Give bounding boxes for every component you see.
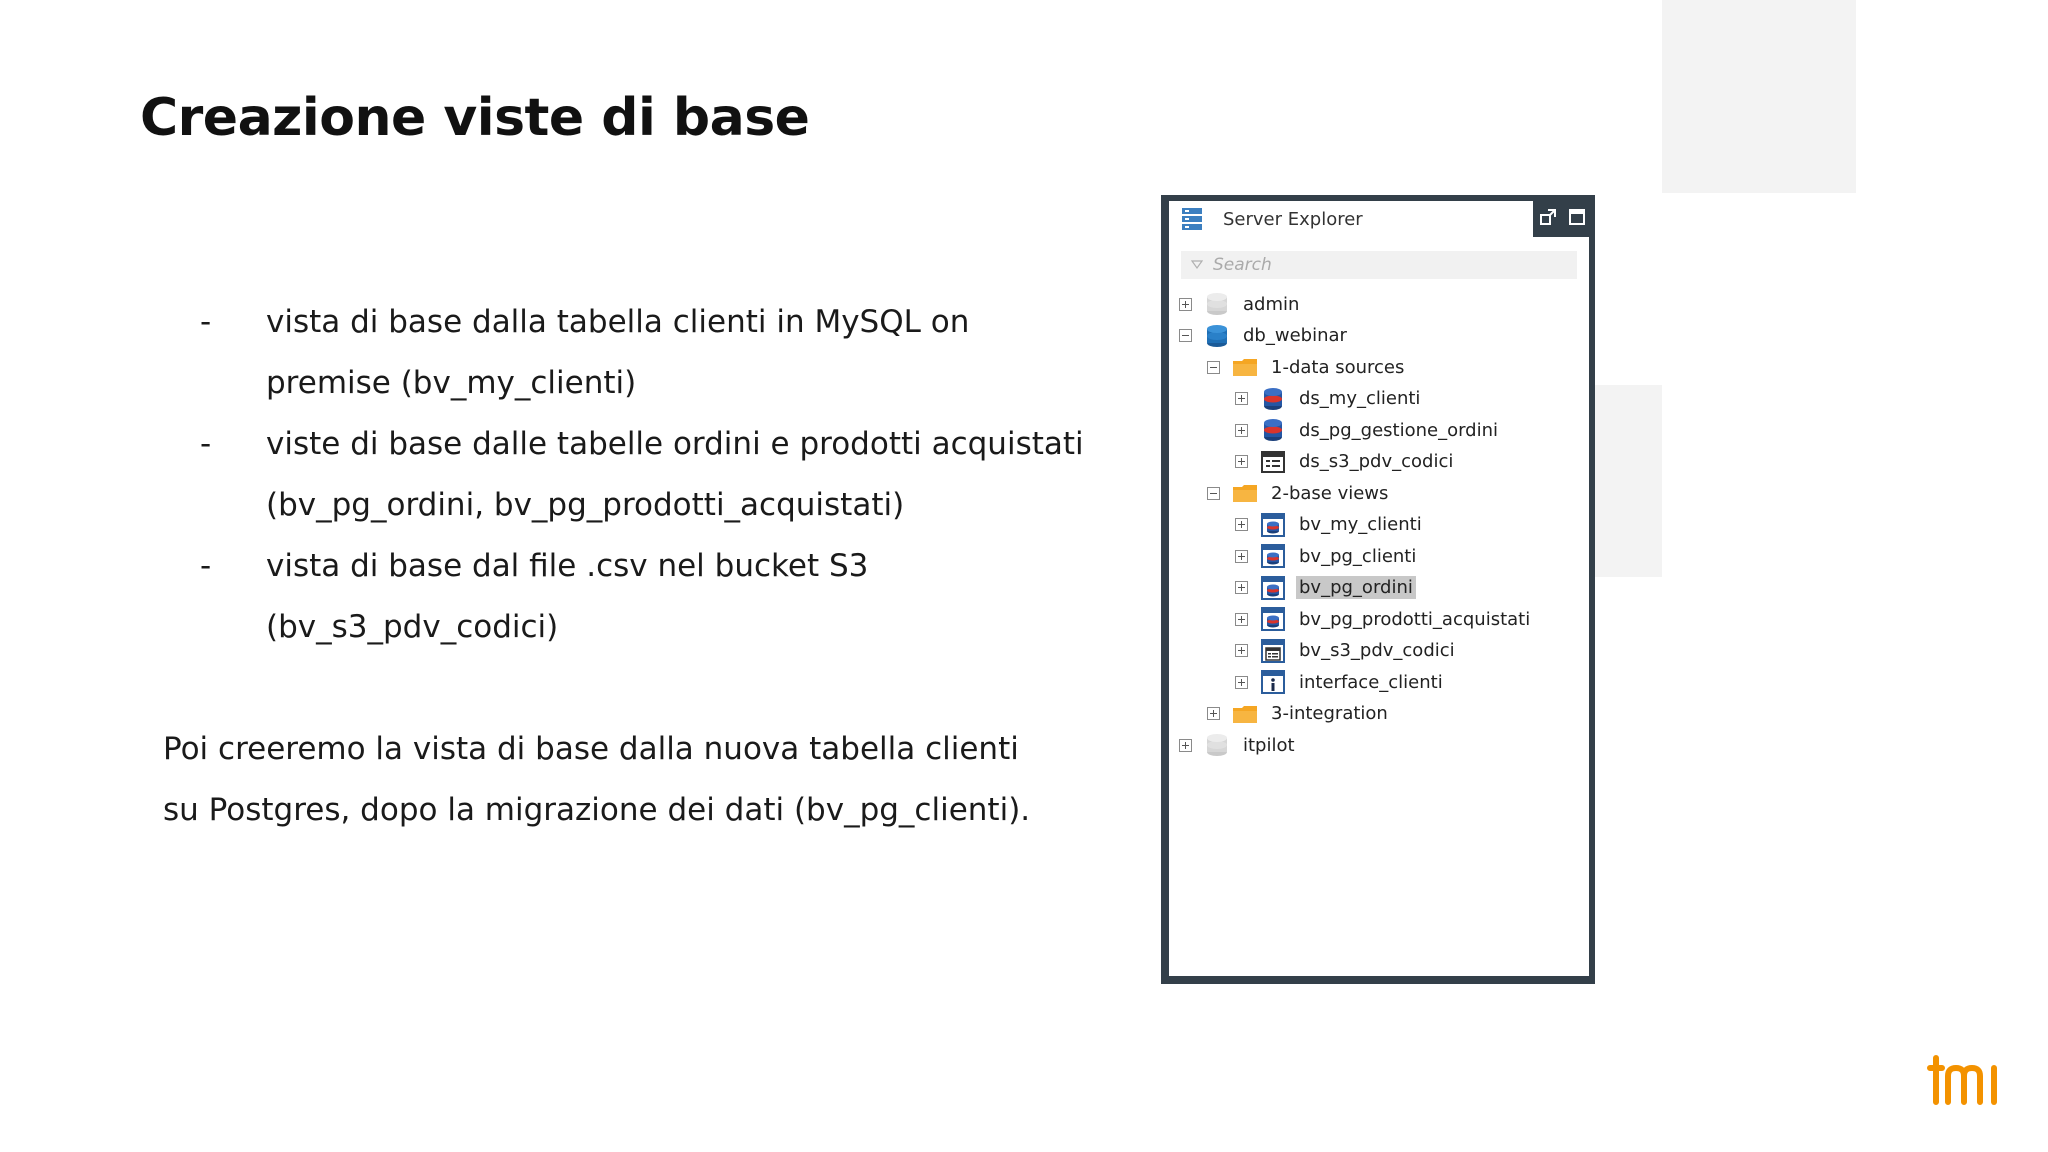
datasource-db-icon (1260, 386, 1286, 412)
tree-item-label: db_webinar (1243, 325, 1347, 346)
datasource-db-icon (1260, 417, 1286, 443)
base-view-icon (1260, 512, 1286, 538)
database-gray-icon (1204, 291, 1230, 317)
tree-item-label: admin (1243, 293, 1300, 315)
server-explorer-header (1161, 195, 1595, 237)
minimize-icon[interactable] (1509, 207, 1529, 227)
tree-item-itpilot[interactable] (1179, 730, 1298, 760)
filter-icon (1191, 259, 1203, 271)
expand-icon[interactable] (1235, 424, 1248, 437)
bullet-text: vista di base dal file .csv nel bucket S3 (bv_s3_pdv_codici) (266, 548, 869, 645)
expand-icon[interactable] (1235, 550, 1248, 563)
tree-item-label: ds_s3_pdv_codici (1299, 451, 1454, 472)
tree-item-label: bv_s3_pdv_codici (1299, 640, 1455, 661)
tree-item-ds-pg-gestione-ordini[interactable] (1235, 415, 1501, 445)
expand-icon[interactable] (1207, 707, 1220, 720)
tree-item-label-selected: bv_pg_ordini (1296, 576, 1416, 599)
expand-icon[interactable] (1235, 644, 1248, 657)
tree-item-label: ds_pg_gestione_ordini (1299, 419, 1499, 441)
server-explorer-icon (1181, 206, 1203, 232)
expand-icon[interactable] (1179, 298, 1192, 311)
folder-icon (1232, 701, 1258, 727)
bullet-text: vista di base dalla tabella clienti in MySQL on premise (bv_my_clienti) (266, 304, 970, 401)
expand-icon[interactable] (1179, 739, 1192, 752)
search-input[interactable] (1213, 255, 1553, 275)
expand-icon[interactable] (1235, 613, 1248, 626)
server-explorer-panel (1161, 195, 1595, 984)
bullet-list (200, 292, 1100, 658)
tree-item-ds-s3-pdv-codici[interactable] (1235, 447, 1456, 477)
base-view-icon (1260, 543, 1286, 569)
database-blue-icon (1204, 323, 1230, 349)
tree-item-bv-my-clienti[interactable] (1235, 510, 1425, 540)
tree-item-admin[interactable] (1179, 289, 1302, 319)
brand-logo-icon (1918, 1050, 2008, 1112)
restore-icon[interactable] (1538, 207, 1558, 227)
server-explorer-body (1169, 237, 1589, 976)
tree-item-interface-clienti[interactable] (1235, 667, 1446, 697)
decor-block-middle (1595, 385, 1662, 577)
folder-icon (1232, 480, 1258, 506)
folder-icon (1232, 354, 1258, 380)
tree-item-bv-pg-ordini[interactable] (1235, 573, 1416, 603)
expand-icon[interactable] (1235, 455, 1248, 468)
tree-item-data-sources-folder[interactable] (1207, 352, 1407, 382)
base-view-icon (1260, 575, 1286, 601)
bullet-item (200, 536, 1100, 658)
bullet-text: viste di base dalle tabelle ordini e prodotti acquistati (bv_pg_ordini, bv_pg_prodotti_acquistati) (266, 426, 1084, 523)
tab-server-explorer[interactable] (1169, 201, 1533, 237)
tree-item-label: ds_my_clienti (1299, 388, 1421, 409)
tree-item-label: bv_pg_prodotti_acquistati (1299, 608, 1531, 630)
tree-item-label: itpilot (1243, 734, 1295, 756)
datasource-file-icon (1260, 449, 1286, 475)
tree-item-label: 3-integration (1271, 703, 1388, 724)
bullet-marker: - (200, 548, 212, 584)
collapse-icon[interactable] (1207, 487, 1220, 500)
tree-item-label: interface_clienti (1299, 671, 1443, 693)
expand-icon[interactable] (1235, 676, 1248, 689)
expand-icon[interactable] (1235, 518, 1248, 531)
closing-paragraph: Poi creeremo la vista di base dalla nuova tabella clienti su Postgres, dopo la migrazione dei dati (bv_pg_clienti). (163, 731, 1031, 828)
slide-title: Creazione viste di base (140, 88, 810, 148)
expand-icon[interactable] (1235, 392, 1248, 405)
collapse-icon[interactable] (1179, 329, 1192, 342)
tree-item-label: 1-data sources (1271, 356, 1405, 378)
expand-icon[interactable] (1235, 581, 1248, 594)
bullet-marker: - (200, 426, 212, 462)
decor-block-top (1662, 0, 1856, 193)
database-gray-icon (1204, 732, 1230, 758)
collapse-icon[interactable] (1207, 361, 1220, 374)
interface-view-icon (1260, 669, 1286, 695)
tab-label: Server Explorer (1223, 208, 1363, 230)
tree-item-integration-folder[interactable] (1207, 699, 1391, 729)
bullet-item (200, 292, 1100, 414)
tree-item-base-views-folder[interactable] (1207, 478, 1391, 508)
tree-item-label: bv_my_clienti (1299, 514, 1422, 535)
tree-item-bv-pg-prodotti-acquistati[interactable] (1235, 604, 1533, 634)
tree-item-bv-s3-pdv-codici[interactable] (1235, 636, 1458, 666)
bullet-marker: - (200, 304, 212, 340)
tree-item-ds-my-clienti[interactable] (1235, 384, 1423, 414)
search-box[interactable] (1181, 251, 1577, 279)
tree-item-db-webinar[interactable] (1179, 321, 1350, 351)
tree-item-bv-pg-clienti[interactable] (1235, 541, 1419, 571)
base-view-icon (1260, 606, 1286, 632)
tree-item-label: bv_pg_clienti (1299, 545, 1417, 567)
bullet-item (200, 414, 1100, 536)
tree-item-label: 2-base views (1271, 482, 1389, 504)
base-view-file-icon (1260, 638, 1286, 664)
maximize-icon[interactable] (1567, 207, 1587, 227)
